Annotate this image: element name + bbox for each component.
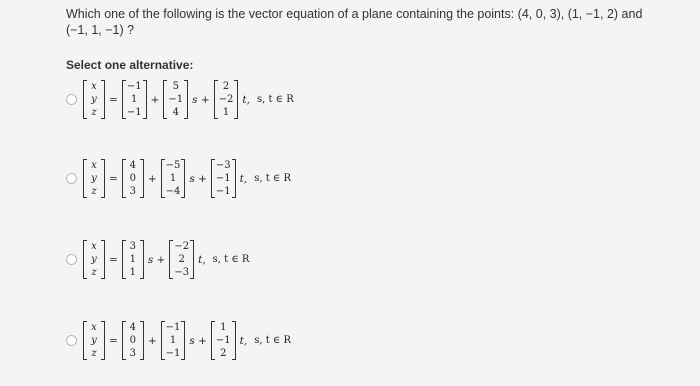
position-vector: x y z xyxy=(83,80,105,119)
direction-vector-1: 5 −1 4 xyxy=(163,80,188,119)
select-prompt: Select one alternative: xyxy=(66,58,194,72)
radio-button[interactable] xyxy=(66,254,77,265)
point-vector: 3 1 1 xyxy=(122,240,144,279)
parameter-domain: s, t ∈ R xyxy=(254,173,292,184)
option-3[interactable] xyxy=(66,240,249,279)
t-comma: t, xyxy=(242,93,250,106)
radio-button[interactable] xyxy=(66,94,77,105)
equals-sign: = xyxy=(109,93,118,106)
question-text: Which one of the following is the vector equation of a plane containing the points: (4, 0, 3), (1, −1, 2) and (−1, 1, −1) ? xyxy=(66,7,643,37)
position-vector: x y z xyxy=(83,159,105,198)
option-1[interactable] xyxy=(66,80,294,119)
equation xyxy=(83,159,291,198)
direction-vector-1: −1 1 −1 xyxy=(161,321,186,360)
point-vector: 4 0 3 xyxy=(122,159,144,198)
point-vector: 4 0 3 xyxy=(122,321,144,360)
t-comma: t, xyxy=(198,253,206,266)
plus-sign: + xyxy=(150,93,160,106)
parameter-domain: s, t ∈ R xyxy=(212,254,250,265)
parameter-domain: s, t ∈ R xyxy=(256,94,294,105)
equation xyxy=(83,240,249,279)
direction-vector-1: −5 1 −4 xyxy=(161,159,186,198)
s-plus: s + xyxy=(189,172,207,185)
option-2[interactable] xyxy=(66,159,291,198)
t-comma: t, xyxy=(239,334,248,347)
plus-sign: + xyxy=(147,172,157,185)
s-plus: s + xyxy=(192,93,210,106)
radio-button[interactable] xyxy=(66,173,77,184)
parameter-domain: s, t ∈ R xyxy=(254,335,292,346)
equation xyxy=(83,321,291,360)
plus-sign: + xyxy=(147,334,157,347)
equals-sign: = xyxy=(109,172,118,185)
s-plus: s + xyxy=(189,334,207,347)
radio-button[interactable] xyxy=(66,335,77,346)
position-vector: x y z xyxy=(83,240,105,279)
point-vector: −1 1 −1 xyxy=(122,80,147,119)
t-comma: t, xyxy=(239,172,248,185)
option-4[interactable] xyxy=(66,321,291,360)
direction-vector-2: 1 −1 2 xyxy=(211,321,236,360)
direction-vector: −2 2 −3 xyxy=(169,240,194,279)
position-vector: x y z xyxy=(83,321,105,360)
equals-sign: = xyxy=(109,334,118,347)
equation xyxy=(83,80,294,119)
direction-vector-2: −3 −1 −1 xyxy=(211,159,236,198)
s-plus: s + xyxy=(147,253,166,266)
equals-sign: = xyxy=(109,253,118,266)
direction-vector-2: 2 −2 1 xyxy=(214,80,239,119)
